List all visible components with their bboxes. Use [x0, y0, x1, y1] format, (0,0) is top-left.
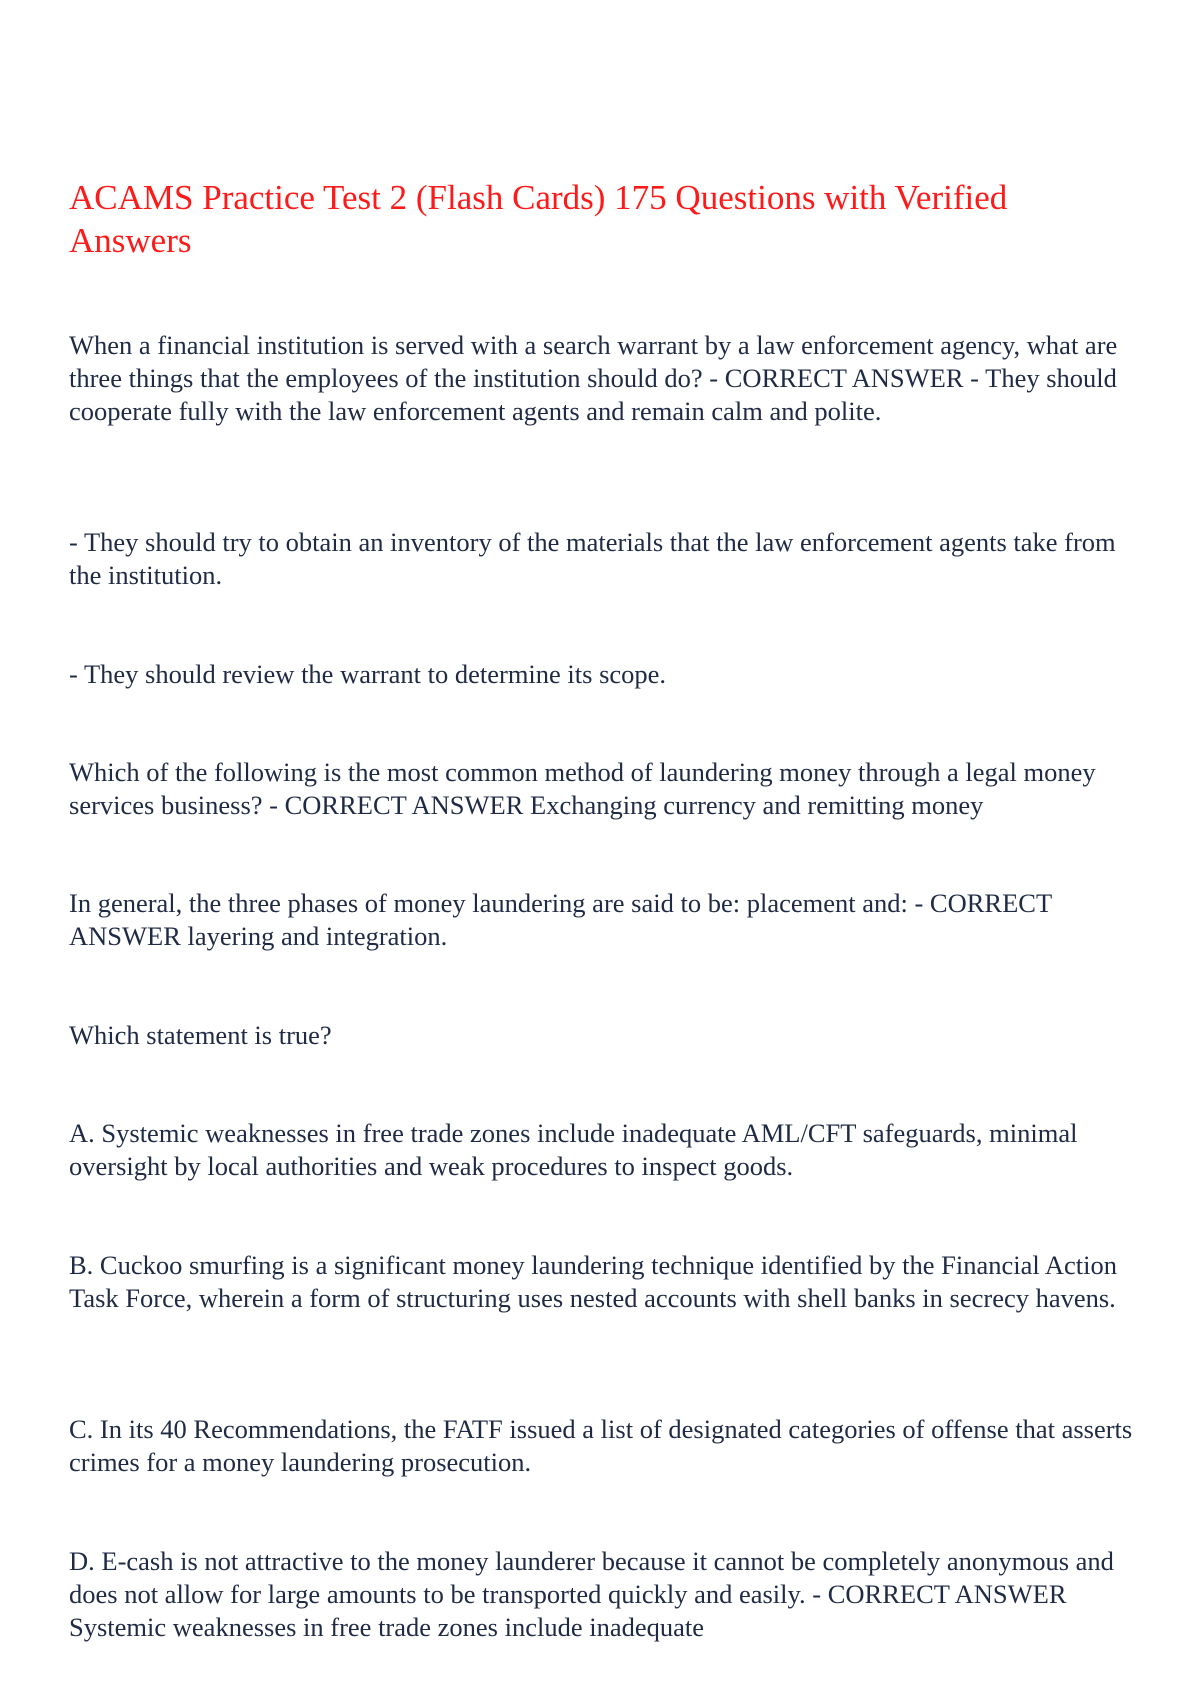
- option-d: D. E-cash is not attractive to the money launderer because it cannot be completely anonymous and does not allow for large amounts to be transported quickly and easily. - CORRECT ANSWER Systemic weaknesses in free trade zones include inadequate: [69, 1546, 1114, 1642]
- question-search-warrant: When a financial institution is served with a search warrant by a law enforcement agency, what are three things that the employees of the institution should do? - CORRECT ANSWER - They should cooperate fully with the law enforcement agents and remain calm and polite.: [69, 330, 1118, 426]
- document-title: ACAMS Practice Test 2 (Flash Cards) 175 Questions with Verified Answers: [69, 178, 1008, 260]
- answer-item-review-warrant: - They should review the warrant to determine its scope.: [69, 659, 667, 689]
- question-money-services-business: Which of the following is the most common method of laundering money through a legal money services business? - CORRECT ANSWER Exchanging currency and remitting money: [69, 757, 1096, 820]
- answer-item-inventory: - They should try to obtain an inventory of the materials that the law enforcement agents take from the institution.: [69, 527, 1116, 590]
- question-three-phases: In general, the three phases of money laundering are said to be: placement and: - CORRECT ANSWER layering and integration.: [69, 888, 1052, 951]
- option-b: B. Cuckoo smurfing is a significant money laundering technique identified by the Financial Action Task Force, wherein a form of structuring uses nested accounts with shell banks in secrecy havens.: [69, 1250, 1118, 1313]
- option-c: C. In its 40 Recommendations, the FATF issued a list of designated categories of offense that asserts crimes for a money laundering prosecution.: [69, 1414, 1133, 1477]
- question-which-statement-true: Which statement is true?: [69, 1020, 332, 1050]
- option-a: A. Systemic weaknesses in free trade zones include inadequate AML/CFT safeguards, minimal oversight by local authorities and weak procedures to inspect goods.: [69, 1118, 1078, 1181]
